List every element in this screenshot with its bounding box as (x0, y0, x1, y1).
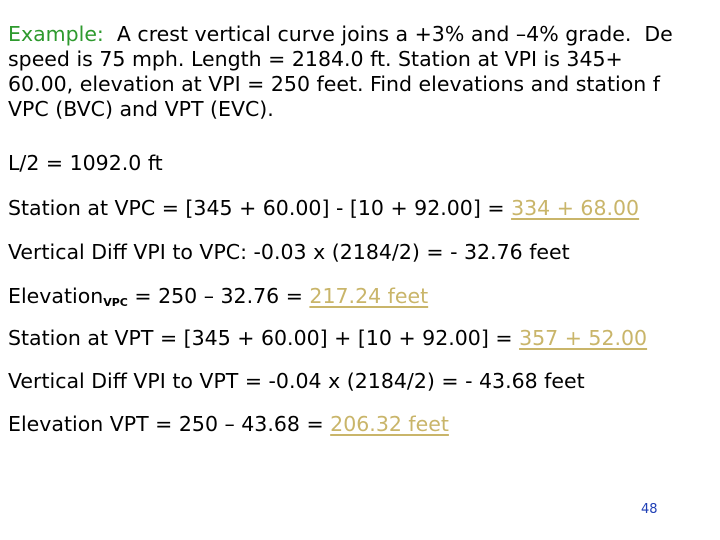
problem-line-3: 60.00, elevation at VPI = 250 feet. Find elevations and station f (8, 72, 660, 96)
vpc-station-line (8, 196, 639, 220)
problem-line-4: VPC (BVC) and VPT (EVC). (8, 97, 274, 121)
problem-line-2: speed is 75 mph. Length = 2184.0 ft. Station at VPI is 345+ (8, 47, 623, 71)
page-number: 48 (641, 502, 658, 517)
vpc-station-answer: 334 + 68.00 (511, 196, 640, 220)
vpc-elevation-subscript: VPC (103, 296, 128, 309)
vpc-station-text: Station at VPC = [345 + 60.00] - [10 + 92.00] = (8, 196, 512, 220)
problem-statement (8, 22, 720, 122)
vpc-elevation-label: Elevation (8, 284, 104, 308)
vpt-station-text: Station at VPT = [345 + 60.00] + [10 + 92.00] = (8, 326, 520, 350)
vpt-elevation-line (8, 412, 449, 436)
vpc-vertical-diff-line: Vertical Diff VPI to VPC: -0.03 x (2184/2) = - 32.76 feet (8, 240, 570, 264)
vpt-elevation-answer: 206.32 feet (330, 412, 449, 436)
vpt-elevation-text: Elevation VPT = 250 – 43.68 = (8, 412, 331, 436)
vpc-elevation-text: = 250 – 32.76 = (127, 284, 310, 308)
vpc-elevation-line (8, 284, 428, 315)
example-label: Example: (8, 22, 104, 46)
half-length-line: L/2 = 1092.0 ft (8, 151, 163, 175)
vpt-station-line (8, 326, 647, 350)
vpt-station-answer: 357 + 52.00 (519, 326, 648, 350)
vpt-vertical-diff-line: Vertical Diff VPI to VPT = -0.04 x (2184/2) = - 43.68 feet (8, 369, 585, 393)
problem-line-1 (8, 22, 720, 47)
vpc-elevation-answer: 217.24 feet (309, 284, 429, 308)
problem-text-1: A crest vertical curve joins a +3% and –4% grade. De (103, 22, 673, 46)
